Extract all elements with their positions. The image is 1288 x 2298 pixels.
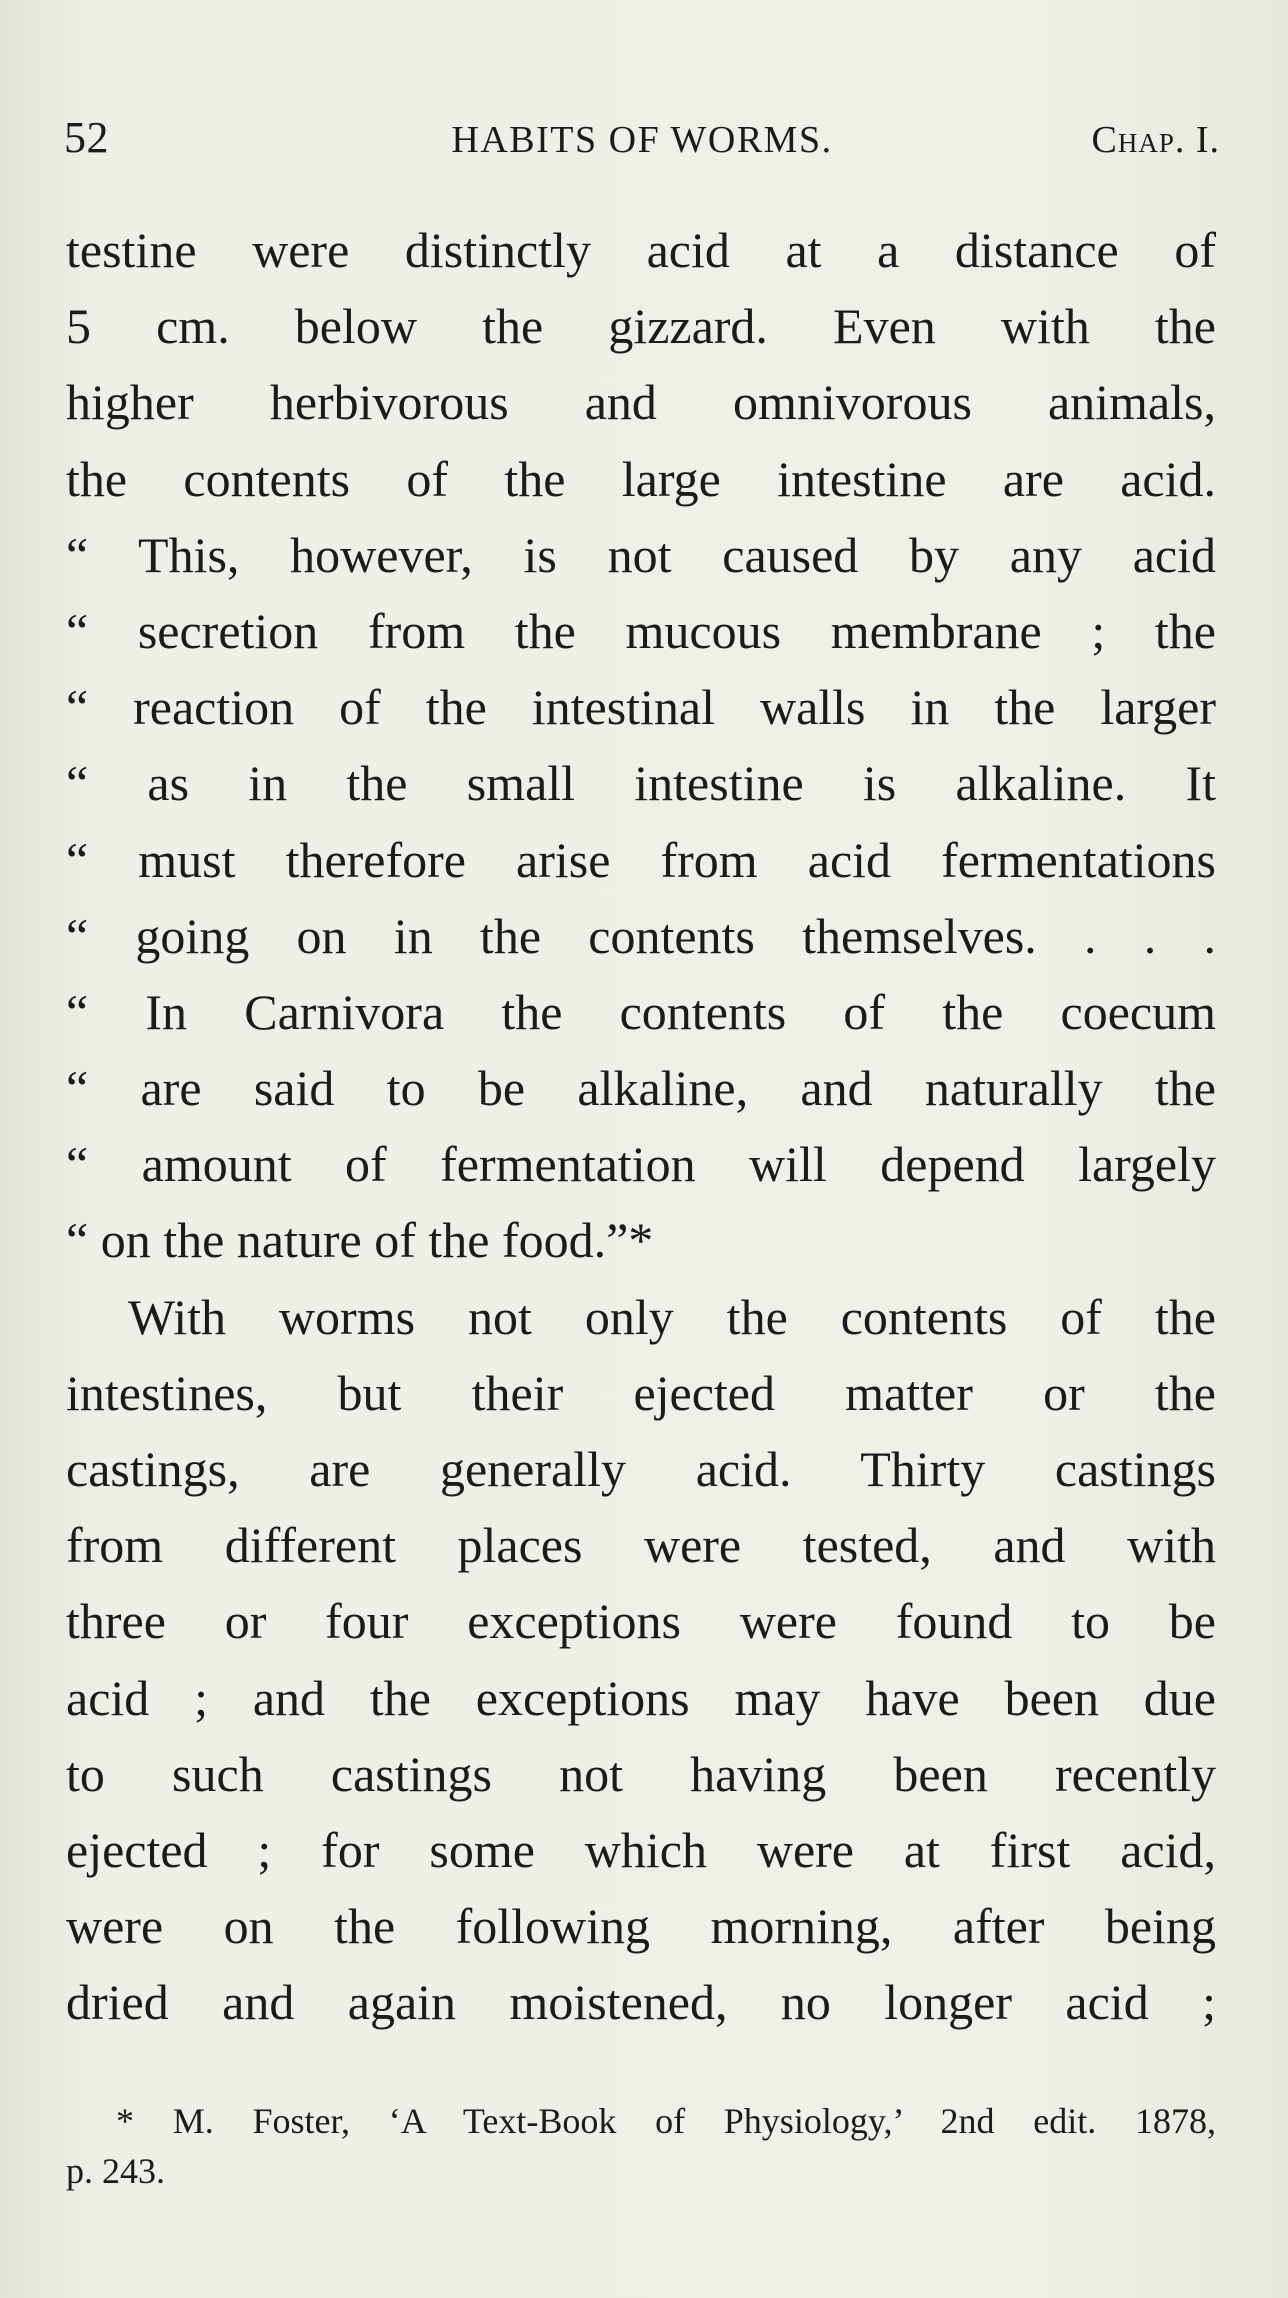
quote-line: “ In Carnivora the contents of the coecum xyxy=(66,983,1216,1040)
text-line: ejected ; for some which were at first acid, xyxy=(66,1821,1216,1878)
text-line: 5 cm. below the gizzard. Even with the xyxy=(66,298,1216,355)
quote-line: “ are said to be alkaline, and naturally the xyxy=(66,1060,1216,1117)
text-line: higher herbivorous and omnivorous animals, xyxy=(66,374,1216,431)
quote-line: “ going on in the contents themselves. . . . xyxy=(66,907,1216,964)
footnote-line: p. 243. xyxy=(66,2151,165,2191)
page-header xyxy=(64,112,1220,172)
running-title: HABITS OF WORMS. xyxy=(451,119,833,161)
text-line: the contents of the large intestine are acid. xyxy=(66,450,1216,507)
quote-line: “ must therefore arise from acid fermentations xyxy=(66,831,1216,888)
page-number: 52 xyxy=(64,113,109,162)
body-text xyxy=(66,212,1216,2041)
text-line: intestines, but their ejected matter or the xyxy=(66,1364,1216,1421)
quote-line: “ reaction of the intestinal walls in the larger xyxy=(66,679,1216,736)
quote-line: “ amount of fermentation will depend largely xyxy=(66,1136,1216,1193)
text-line: acid ; and the exceptions may have been due xyxy=(66,1669,1216,1726)
chapter-label: Chap. I. xyxy=(1091,119,1220,161)
footnote xyxy=(66,2096,1216,2196)
footnote-line: * M. Foster, ‘A Text-Book of Physiology,’ 2nd edit. 1878, xyxy=(116,2101,1216,2141)
paragraph-start-line: With worms not only the contents of the xyxy=(128,1288,1216,1345)
text-line: were on the following morning, after being xyxy=(66,1898,1216,1955)
text-line: to such castings not having been recently xyxy=(66,1745,1216,1802)
quote-line: “ This, however, is not caused by any acid xyxy=(66,526,1216,583)
text-line: testine were distinctly acid at a distance of xyxy=(66,222,1216,278)
text-line: three or four exceptions were found to be xyxy=(66,1593,1216,1650)
quote-line: “ on the nature of the food.”* xyxy=(66,1212,654,1269)
quote-line: “ secretion from the mucous membrane ; the xyxy=(66,602,1216,659)
text-line: dried and again moistened, no longer acid ; xyxy=(66,1974,1216,2031)
text-line: from different places were tested, and with xyxy=(66,1517,1216,1574)
quote-line: “ as in the small intestine is alkaline. It xyxy=(66,755,1216,812)
text-line: castings, are generally acid. Thirty castings xyxy=(66,1441,1216,1497)
